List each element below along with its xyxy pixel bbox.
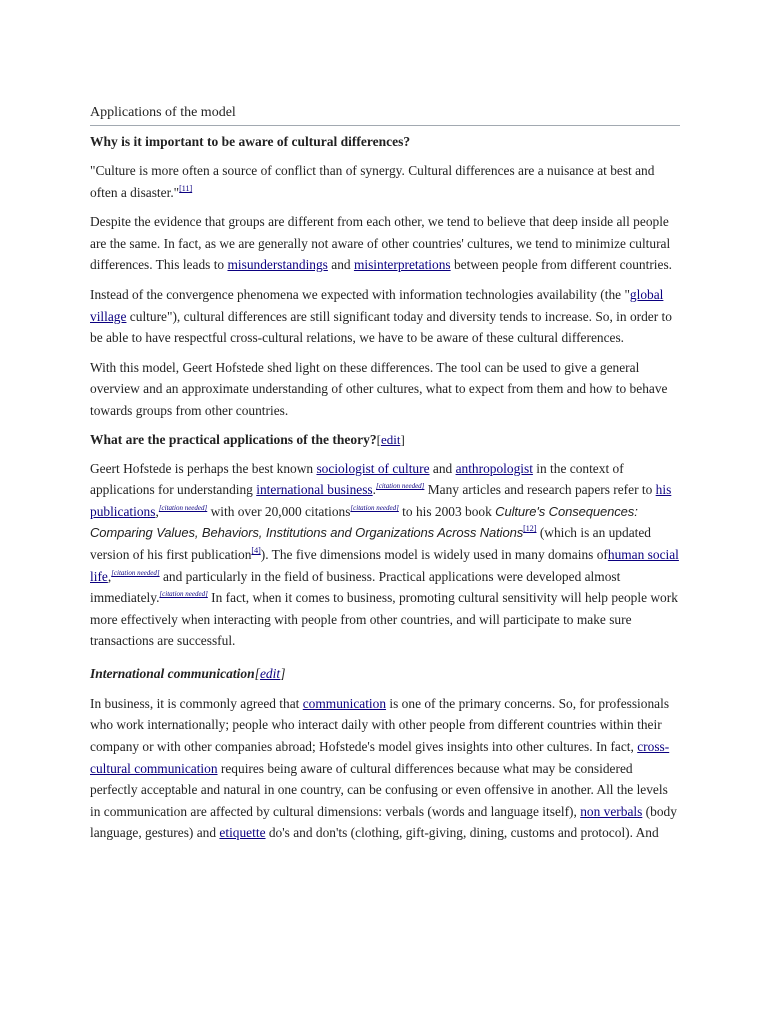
link-cross-cultural-communication[interactable]: cross-cultural communication — [90, 739, 670, 776]
text-span: (body language, gestures) and — [90, 803, 677, 841]
bracket: ] — [280, 665, 286, 681]
citation-needed-link[interactable]: [citation needed] — [350, 503, 399, 512]
bracket: ] — [400, 431, 405, 447]
text-span: . — [372, 482, 376, 498]
link-sociologist-of-culture[interactable]: sociologist of culture — [316, 460, 430, 476]
reference-4-link[interactable]: [4] — [251, 545, 261, 555]
link-his-publications[interactable]: his publications — [90, 482, 672, 519]
link-misunderstandings[interactable]: misunderstandings — [227, 257, 328, 273]
question-heading-applications — [90, 430, 680, 450]
bracket: [ — [376, 431, 381, 447]
edit-section-link[interactable] — [377, 432, 405, 447]
edit-link[interactable]: edit — [259, 665, 281, 681]
citation-needed-link[interactable]: [citation needed] — [158, 503, 208, 512]
reference-11-link[interactable]: [11] — [179, 183, 193, 193]
text-span: Many articles and research papers refer to — [424, 482, 656, 498]
paragraph-hofstede-model: With this model, Geert Hofstede shed light on these differences. The tool can be used to give a general overview and an approximate understanding of other cultures, what to expect from them and how to behave towards groups from other countries. — [90, 359, 668, 418]
section-title: Applications of the model — [90, 103, 680, 126]
text-span: and particularly in the field of business. Practical applications were developed almost immediately. — [90, 568, 621, 606]
text-span: with over 20,000 citations — [207, 503, 351, 519]
citation-needed[interactable] — [159, 589, 207, 598]
quote-text: "Culture is more often a source of conflict than of synergy. Cultural differences are a nuisance at best and often a disaster." — [90, 163, 655, 200]
book-title: Culture's Consequences: Comparing Values, Behaviors, Institutions and Organizations Across Nations — [90, 503, 638, 541]
heading-text: What are the practical applications of the theory? — [90, 431, 377, 447]
paragraph-practical-applications — [90, 458, 680, 652]
citation-needed-link[interactable]: [citation needed] — [376, 482, 425, 491]
text-span: , — [107, 568, 112, 584]
text-span: in the context of applications for understanding — [90, 460, 624, 498]
article-body — [90, 103, 680, 852]
text-span: is one of the primary concerns. So, for professionals who work internationally; people who interact daily with other people from different countries within their company or with other companies abroad; Hofstede's model gives insights into other cultures. In fact, — [90, 695, 670, 755]
text-span: Instead of the convergence phenomena we expected with information technologies availability (the " — [90, 286, 630, 302]
text-span: and — [429, 460, 456, 476]
link-anthropologist[interactable]: anthropologist — [455, 460, 533, 476]
link-non-verbals[interactable]: non verbals — [580, 803, 643, 819]
link-human-social-life[interactable]: human social life — [90, 546, 679, 584]
text-span: requires being aware of cultural differences because what may be considered perfectly acceptable and natural in one country, can be confusing or even offensive in another. All the levels in communication are affected by cultural dimensions: verbals (words and language itself), — [90, 760, 668, 819]
link-misinterpretations[interactable]: misinterpretations — [353, 257, 451, 273]
paragraph-misunderstandings — [90, 211, 680, 276]
citation-needed-link[interactable]: [citation needed] — [111, 568, 160, 577]
citation-needed[interactable] — [111, 568, 159, 577]
text-span: and — [327, 257, 354, 273]
reference-12-link[interactable]: [12] — [523, 524, 537, 534]
citation-needed[interactable] — [376, 481, 424, 490]
edit-section-link[interactable] — [255, 666, 286, 681]
citation-needed[interactable] — [350, 503, 398, 512]
text-span: between people from different countries. — [450, 257, 672, 273]
reference-4[interactable] — [251, 546, 260, 555]
paragraph-global-village — [90, 284, 680, 349]
reference-12[interactable] — [523, 524, 536, 533]
quote-paragraph — [90, 160, 680, 203]
text-span: culture"), cultural differences are still significant today and diversity tends to increase. So, in order to be able to have respectful cross-cultural relations, we have to be aware of these cultural differences. — [90, 308, 672, 346]
text-span: In fact, when it comes to business, promoting cultural sensitivity will help people work more effectively when interacting with people from other countries, and will participate to make sure transactions are successful. — [90, 590, 678, 649]
text-span: Despite the evidence that groups are different from each other, we tend to believe that deep inside all people are the same. In fact, as we are generally not aware of other countries' cultures, we tend to minimize cultural differences. This leads to — [90, 214, 671, 273]
bracket: [ — [254, 665, 260, 681]
link-international-business[interactable]: international business — [256, 482, 373, 498]
heading-text: International communication — [90, 665, 255, 681]
citation-needed[interactable] — [159, 503, 207, 512]
question-heading-awareness: Why is it important to be aware of cultural differences? — [90, 134, 411, 149]
text-span: to his 2003 book — [398, 503, 496, 519]
subheading-international-communication — [90, 664, 680, 684]
text-span: , — [155, 503, 159, 519]
reference-11[interactable] — [179, 184, 192, 193]
link-communication[interactable]: communication — [302, 695, 387, 711]
link-global-village[interactable]: global village — [90, 286, 664, 324]
text-span: In business, it is commonly agreed that — [90, 695, 303, 711]
link-etiquette[interactable]: etiquette — [219, 825, 266, 841]
text-span: do's and don'ts (clothing, gift-giving, dining, customs and protocol). And — [265, 825, 659, 841]
edit-link[interactable]: edit — [380, 431, 401, 447]
paragraph-international-communication — [90, 693, 680, 844]
citation-needed-link[interactable]: [citation needed] — [159, 590, 208, 599]
text-span: Geert Hofstede is perhaps the best known — [90, 460, 317, 476]
text-span: ). The five dimensions model is widely used in many domains of — [260, 546, 608, 562]
text-span: (which is an updated version of his first publication — [90, 525, 652, 562]
